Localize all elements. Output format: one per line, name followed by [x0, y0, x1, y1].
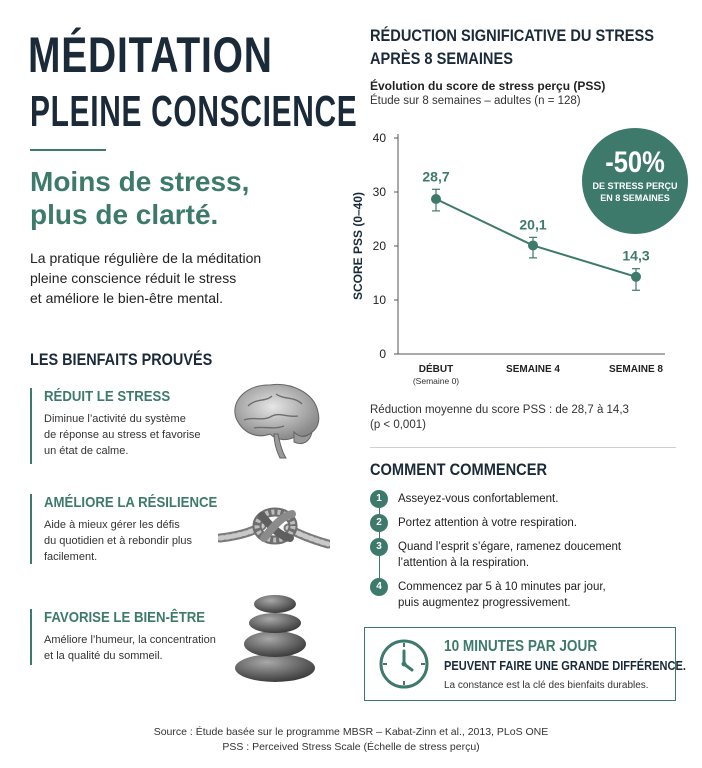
step-text: Asseyez-vous confortablement.	[398, 493, 559, 505]
reduction-badge	[582, 128, 688, 234]
chart-note: (p < 0,001)	[370, 419, 426, 431]
benefit-title: AMÉLIORE LA RÉSILIENCE	[44, 494, 218, 511]
step-number: 1	[370, 490, 388, 508]
benefit-title: FAVORISE LE BIEN-ÊTRE	[44, 609, 206, 626]
data-point	[431, 194, 441, 204]
tip-title: 10 MINUTES PAR JOUR	[444, 638, 598, 655]
data-point	[528, 240, 538, 250]
step-text: Commencez par 5 à 10 minutes par jour,	[398, 581, 606, 593]
step-number: 3	[370, 538, 388, 556]
benefit-text: et la qualité du sommeil.	[44, 650, 163, 662]
benefit-text: Aide à mieux gérer les défis	[44, 519, 180, 531]
benefit-text: facilement.	[44, 551, 98, 563]
benefit-text: un état de calme.	[44, 445, 129, 457]
page-title-line1: MÉDITATION	[28, 27, 273, 83]
steps-heading: COMMENT COMMENCER	[370, 460, 548, 479]
data-label: 28,7	[422, 168, 450, 185]
tip-note: La constance est la clé des bienfaits durables.	[444, 680, 649, 691]
y-tick-label: 0	[379, 347, 386, 361]
intro-line: pleine conscience réduit le stress	[30, 270, 237, 286]
benefit-resilience	[30, 494, 218, 564]
step-text: l’attention à la respiration.	[398, 557, 530, 569]
stacked-stones-icon	[230, 592, 320, 684]
step-number: 2	[370, 514, 388, 532]
benefit-text: du quotidien et à rebondir plus	[44, 535, 192, 547]
intro-line: et améliore le bien-être mental.	[30, 290, 223, 306]
y-tick-label: 10	[372, 293, 386, 307]
y-tick-label: 40	[372, 131, 386, 145]
tip-subtitle: PEUVENT FAIRE UNE GRANDE DIFFÉRENCE.	[444, 658, 686, 673]
badge-label: EN 8 SEMAINES	[600, 193, 670, 203]
chart-section-title-line2: APRÈS 8 SEMAINES	[370, 49, 513, 68]
x-tick-label: SEMAINE 8	[609, 364, 663, 375]
brain-icon	[224, 376, 324, 462]
x-tick-label: SEMAINE 4	[506, 364, 560, 375]
title-divider	[30, 149, 106, 151]
benefit-title: RÉDUIT LE STRESS	[44, 388, 171, 405]
intro-line: La pratique régulière de la méditation	[30, 250, 262, 266]
subtitle-line2: plus de clarté.	[30, 199, 219, 230]
chart-note: Réduction moyenne du score PSS : de 28,7 à 14,3	[370, 404, 629, 416]
badge-value: -50%	[605, 146, 665, 179]
benefit-text: Diminue l’activité du système	[44, 413, 186, 425]
source-line: PSS : Perceived Stress Scale (Échelle de stress perçu)	[222, 741, 480, 753]
badge-label: DE STRESS PERÇU	[592, 181, 678, 191]
page-title-line2: PLEINE CONSCIENCE	[30, 87, 358, 136]
y-axis-label: SCORE PSS (0–40)	[351, 191, 365, 301]
benefits-heading: LES BIENFAITS PROUVÉS	[30, 350, 213, 369]
x-tick-sublabel: (Semaine 0)	[412, 376, 460, 386]
data-point	[631, 272, 641, 282]
data-label: 14,3	[622, 247, 650, 264]
chart-subtitle: Étude sur 8 semaines – adultes (n = 128)	[370, 95, 581, 107]
benefit-well-being	[30, 609, 216, 665]
subtitle-line1: Moins de stress,	[30, 166, 250, 197]
y-tick-label: 20	[372, 239, 386, 253]
step-number: 4	[370, 578, 388, 596]
chart-section-title-line1: RÉDUCTION SIGNIFICATIVE DU STRESS	[370, 26, 655, 45]
step-text: Quand l’esprit s’égare, ramenez doucement	[398, 541, 622, 553]
source-line: Source : Étude basée sur le programme MBSR – Kabat-Zinn et al., 2013, PLoS ONE	[153, 726, 549, 738]
x-tick-label: DÉBUT	[418, 364, 454, 375]
step-text: puis augmentez progressivement.	[398, 597, 571, 609]
clock-icon	[378, 638, 430, 690]
rope-knot-icon	[218, 498, 330, 556]
data-label: 20,1	[519, 216, 547, 233]
chart-title: Évolution du score de stress perçu (PSS)	[370, 79, 606, 93]
benefit-text: de réponse au stress et favorise	[44, 429, 201, 441]
section-divider	[370, 447, 676, 448]
y-tick-label: 30	[372, 185, 386, 199]
benefit-reduce-stress	[30, 388, 210, 464]
step-text: Portez attention à votre respiration.	[398, 517, 577, 529]
benefit-text: Améliore l’humeur, la concentration	[44, 634, 216, 646]
